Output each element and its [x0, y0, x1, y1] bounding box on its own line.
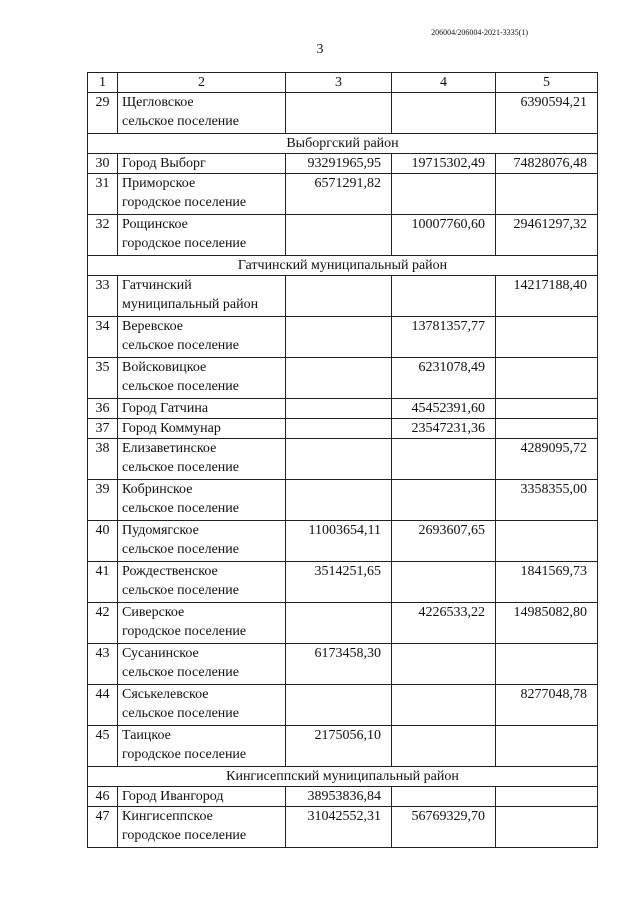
- row-number: 39: [88, 480, 118, 521]
- value-col3: [286, 603, 392, 644]
- value-col5: [496, 317, 598, 358]
- section-title: Кингисеппский муниципальный район: [88, 767, 598, 787]
- name-line: сельское поселение: [122, 379, 239, 394]
- value-col3: [286, 358, 392, 399]
- municipality-name: [118, 521, 286, 562]
- table-row: [88, 358, 598, 399]
- row-number: 33: [88, 276, 118, 317]
- value-col4: 4226533,22: [392, 603, 496, 644]
- name-line: Рощинское: [122, 217, 188, 232]
- row-number: 46: [88, 787, 118, 807]
- table-row: [88, 562, 598, 603]
- header-cell: 1: [88, 73, 118, 93]
- name-line: городское поселение: [122, 195, 247, 210]
- row-number: 44: [88, 685, 118, 726]
- value-col4: [392, 787, 496, 807]
- municipality-name: [118, 358, 286, 399]
- table-row: [88, 439, 598, 480]
- value-col4: [392, 644, 496, 685]
- table-row: [88, 644, 598, 685]
- table-row: [88, 93, 598, 134]
- value-col5: [496, 358, 598, 399]
- table-row: [88, 807, 598, 848]
- municipality-name: [118, 480, 286, 521]
- row-number: 34: [88, 317, 118, 358]
- table-row: [88, 603, 598, 644]
- value-col5: 4289095,72: [496, 439, 598, 480]
- municipality-name: [118, 807, 286, 848]
- value-col3: 38953836,84: [286, 787, 392, 807]
- name-line: сельское поселение: [122, 501, 239, 516]
- row-number: 32: [88, 215, 118, 256]
- value-col4: 6231078,49: [392, 358, 496, 399]
- value-col5: 6390594,21: [496, 93, 598, 134]
- value-col3: [286, 215, 392, 256]
- name-line: сельское поселение: [122, 338, 239, 353]
- name-line: городское поселение: [122, 828, 247, 843]
- row-number: 43: [88, 644, 118, 685]
- value-col5: [496, 419, 598, 439]
- name-line: Рождественское: [122, 564, 218, 579]
- municipality-name: [118, 399, 286, 419]
- table-row: [88, 521, 598, 562]
- value-col3: 2175056,10: [286, 726, 392, 767]
- name-line: Гатчинский: [122, 278, 192, 293]
- value-col5: 1841569,73: [496, 562, 598, 603]
- value-col4: 19715302,49: [392, 154, 496, 174]
- name-line: Таицкое: [122, 728, 171, 743]
- name-line: Сусанинское: [122, 646, 199, 661]
- municipality-name: [118, 439, 286, 480]
- value-col3: [286, 685, 392, 726]
- municipality-name: [118, 154, 286, 174]
- row-number: 41: [88, 562, 118, 603]
- name-line: Город Гатчина: [122, 401, 209, 416]
- name-line: Город Ивангород: [122, 789, 224, 804]
- row-number: 29: [88, 93, 118, 134]
- value-col3: [286, 317, 392, 358]
- name-line: сельское поселение: [122, 706, 239, 721]
- value-col3: 6571291,82: [286, 174, 392, 215]
- value-col4: [392, 93, 496, 134]
- table-row: [88, 726, 598, 767]
- header-cell: 2: [118, 73, 286, 93]
- name-line: сельское поселение: [122, 583, 239, 598]
- page-number: 3: [316, 42, 324, 57]
- value-col5: [496, 807, 598, 848]
- section-row: [88, 256, 598, 276]
- name-line: Сиверское: [122, 605, 185, 620]
- row-number: 38: [88, 439, 118, 480]
- name-line: Елизаветинское: [122, 441, 217, 456]
- value-col5: 3358355,00: [496, 480, 598, 521]
- name-line: сельское поселение: [122, 114, 239, 129]
- value-col5: 74828076,48: [496, 154, 598, 174]
- value-col5: [496, 521, 598, 562]
- header-cell: 5: [496, 73, 598, 93]
- row-number: 30: [88, 154, 118, 174]
- value-col5: [496, 726, 598, 767]
- value-col5: 14985082,80: [496, 603, 598, 644]
- municipality-name: [118, 93, 286, 134]
- value-col4: [392, 276, 496, 317]
- value-col4: [392, 726, 496, 767]
- name-line: муниципальный район: [122, 297, 259, 312]
- value-col5: [496, 399, 598, 419]
- table-row: [88, 399, 598, 419]
- name-line: Кингисеппское: [122, 809, 213, 824]
- value-col3: [286, 276, 392, 317]
- value-col3: 3514251,65: [286, 562, 392, 603]
- value-col4: 56769329,70: [392, 807, 496, 848]
- header-cell: 4: [392, 73, 496, 93]
- table-row: [88, 215, 598, 256]
- name-line: Город Коммунар: [122, 421, 221, 436]
- value-col5: 14217188,40: [496, 276, 598, 317]
- value-col4: 45452391,60: [392, 399, 496, 419]
- table-row: [88, 276, 598, 317]
- value-col4: [392, 174, 496, 215]
- value-col3: [286, 93, 392, 134]
- value-col5: 8277048,78: [496, 685, 598, 726]
- name-line: Щегловское: [122, 95, 194, 110]
- row-number: 42: [88, 603, 118, 644]
- name-line: сельское поселение: [122, 665, 239, 680]
- name-line: городское поселение: [122, 624, 247, 639]
- name-line: городское поселение: [122, 747, 247, 762]
- row-number: 45: [88, 726, 118, 767]
- value-col5: [496, 644, 598, 685]
- row-number: 31: [88, 174, 118, 215]
- header-cell: 3: [286, 73, 392, 93]
- name-line: Веревское: [122, 319, 183, 334]
- name-line: Город Выборг: [122, 156, 206, 171]
- value-col4: [392, 480, 496, 521]
- row-number: 35: [88, 358, 118, 399]
- municipality-name: [118, 685, 286, 726]
- municipality-name: [118, 276, 286, 317]
- row-number: 47: [88, 807, 118, 848]
- name-line: сельское поселение: [122, 460, 239, 475]
- row-number: 36: [88, 399, 118, 419]
- value-col4: 2693607,65: [392, 521, 496, 562]
- municipality-name: [118, 215, 286, 256]
- municipality-name: [118, 726, 286, 767]
- value-col3: [286, 399, 392, 419]
- table-header-row: [88, 73, 598, 93]
- value-col3: [286, 480, 392, 521]
- municipality-name: [118, 644, 286, 685]
- value-col3: [286, 419, 392, 439]
- value-col3: 11003654,11: [286, 521, 392, 562]
- name-line: сельское поселение: [122, 542, 239, 557]
- table-row: [88, 174, 598, 215]
- value-col4: 13781357,77: [392, 317, 496, 358]
- name-line: Сяськелевское: [122, 687, 209, 702]
- name-line: Кобринское: [122, 482, 193, 497]
- name-line: Войсковицкое: [122, 360, 207, 375]
- value-col3: 31042552,31: [286, 807, 392, 848]
- value-col4: [392, 439, 496, 480]
- row-number: 40: [88, 521, 118, 562]
- section-title: Гатчинский муниципальный район: [88, 256, 598, 276]
- municipality-name: [118, 419, 286, 439]
- value-col4: 10007760,60: [392, 215, 496, 256]
- table-row: [88, 317, 598, 358]
- municipality-name: [118, 603, 286, 644]
- value-col5: [496, 787, 598, 807]
- table-row: [88, 787, 598, 807]
- section-title: Выборгский район: [88, 134, 598, 154]
- document-number: 206004/206004-2021-3335(1): [431, 28, 528, 37]
- value-col4: [392, 562, 496, 603]
- section-row: [88, 134, 598, 154]
- table-row: [88, 685, 598, 726]
- value-col3: 6173458,30: [286, 644, 392, 685]
- budget-table: [87, 72, 598, 848]
- value-col5: 29461297,32: [496, 215, 598, 256]
- municipality-name: [118, 174, 286, 215]
- table-row: [88, 154, 598, 174]
- value-col5: [496, 174, 598, 215]
- name-line: Приморское: [122, 176, 196, 191]
- municipality-name: [118, 562, 286, 603]
- value-col3: [286, 439, 392, 480]
- row-number: 37: [88, 419, 118, 439]
- table-row: [88, 419, 598, 439]
- value-col3: 93291965,95: [286, 154, 392, 174]
- table-row: [88, 480, 598, 521]
- name-line: Пудомягское: [122, 523, 199, 538]
- value-col4: 23547231,36: [392, 419, 496, 439]
- name-line: городское поселение: [122, 236, 247, 251]
- municipality-name: [118, 317, 286, 358]
- section-row: [88, 767, 598, 787]
- municipality-name: [118, 787, 286, 807]
- value-col4: [392, 685, 496, 726]
